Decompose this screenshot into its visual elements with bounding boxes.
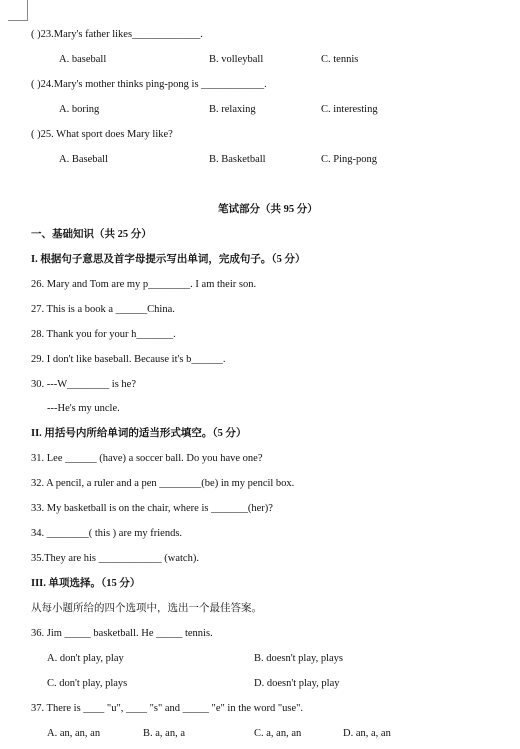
question-stem: Mary's father likes_____________.	[53, 29, 203, 40]
q37-option-a: A. an, an, an	[47, 728, 101, 739]
written-part-title: 笔试部分（共 95 分）	[218, 204, 318, 215]
question-number: ( )25.	[31, 129, 54, 140]
question-27: 27. This is a book a ______China.	[31, 304, 175, 315]
question-33: 33. My basketball is on the chair, where is _______(her)?	[31, 503, 273, 514]
section-3-heading: III. 单项选择。（15 分）	[31, 578, 141, 589]
question-28: 28. Thank you for your h_______.	[31, 329, 176, 340]
q37-option-c: C. a, an, an	[254, 728, 302, 739]
q37-option-b: B. a, an, a	[143, 728, 185, 739]
question-36: 36. Jim _____ basketball. He _____ tennis.	[31, 628, 213, 639]
q23-option-c: C. tennis	[321, 54, 359, 65]
question-30-answer-line: ---He's my uncle.	[47, 403, 120, 414]
q24-option-b: B. relaxing	[209, 104, 256, 115]
q37-option-d: D. an, a, an	[343, 728, 391, 739]
question-stem: Mary's mother thinks ping-pong is ____________.	[53, 79, 267, 90]
question-30: 30. ---W________ is he?	[31, 379, 136, 390]
q36-option-c: C. don't play, plays	[47, 678, 128, 689]
question-32: 32. A pencil, a ruler and a pen ________(be) in my pencil box.	[31, 478, 295, 489]
question-number: ( )23.	[31, 29, 54, 40]
q25-option-b: B. Basketball	[209, 154, 266, 165]
section-2-heading: II. 用括号内所给单词的适当形式填空。（5 分）	[31, 428, 247, 439]
question-37: 37. There is ____ "u", ____ "s" and _____ "e" in the word "use".	[31, 703, 304, 714]
q23-option-a: A. baseball	[59, 54, 107, 65]
page-corner-mark-horizontal	[8, 20, 28, 21]
question-stem: What sport does Mary like?	[53, 129, 173, 140]
q23-option-b: B. volleyball	[209, 54, 264, 65]
question-25	[31, 128, 173, 142]
question-24	[31, 78, 267, 92]
q36-option-a: A. don't play, play	[47, 653, 124, 664]
part1-title: 一、基础知识（共 25 分）	[31, 229, 152, 240]
q24-option-a: A. boring	[59, 104, 100, 115]
question-23	[31, 28, 203, 42]
question-34: 34. ________( this ) are my friends.	[31, 528, 183, 539]
question-31: 31. Lee ______ (have) a soccer ball. Do you have one?	[31, 453, 263, 464]
q25-option-a: A. Baseball	[59, 154, 108, 165]
question-number: ( )24.	[31, 79, 54, 90]
section-3-instruction: 从每小题所给的四个选项中，选出一个最佳答案。	[31, 603, 262, 614]
q25-option-c: C. Ping-pong	[321, 154, 378, 165]
question-35: 35.They are his ____________ (watch).	[31, 553, 199, 564]
page-corner-mark-vertical	[27, 0, 28, 20]
q36-option-b: B. doesn't play, plays	[254, 653, 343, 664]
question-29: 29. I don't like baseball. Because it's b______.	[31, 354, 226, 365]
section-1-heading: I. 根据句子意思及首字母提示写出单词，完成句子。（5 分）	[31, 254, 306, 265]
question-26: 26. Mary and Tom are my p________. I am their son.	[31, 279, 257, 290]
q24-option-c: C. interesting	[321, 104, 378, 115]
q36-option-d: D. doesn't play, play	[254, 678, 340, 689]
